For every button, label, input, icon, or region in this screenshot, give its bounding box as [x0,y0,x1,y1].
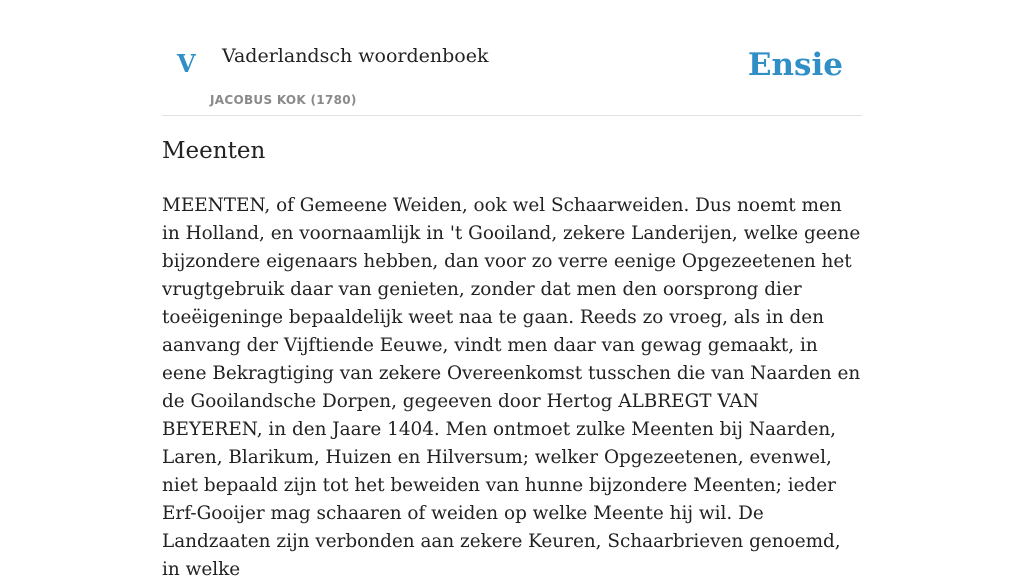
entry-title: Meenten [162,138,266,164]
ensie-logo[interactable]: Ensie [747,47,843,83]
book-author: JACOBUS KOK (1780) [210,93,357,107]
letter-badge[interactable]: V [177,49,196,78]
book-title-link[interactable]: Vaderlandsch woordenboek [222,45,489,67]
book-header [162,0,862,116]
entry-body: MEENTEN, of Gemeene Weiden, ook wel Schaarweiden. Dus noemt men in Holland, en voornaamlijk in 't Gooiland, zekere Landerijen, welke geene bijzondere eigenaars hebben, dan voor zo verre eenige Opgezeetenen het vrugtgebruik daar van genieten, zonder dat men den oorsprong dier toeëigeninge bepaaldelijk weet naa te gaan. Reeds zo vroeg, als in den aanvang der Vijftiende Eeuwe, vindt men daar van gewag gemaakt, in eene Bekragtiging van zekere Overeenkomst tusschen die van Naarden en de Gooilandsche Dorpen, gegeeven door Hertog ALBREGT VAN BEYEREN, in den Jaare 1404. Men ontmoet zulke Meenten bij Naarden, Laren, Blarikum, Huizen en Hilversum; welker Opgezeetenen, evenwel, niet bepaald zijn tot het beweiden van hunne bijzondere Meenten; ieder Erf-Gooijer mag schaaren of weiden op welke Meente hij wil. De Landzaaten zijn verbonden aan zekere Keuren, Schaarbrieven genoemd, in welke [162,195,861,580]
